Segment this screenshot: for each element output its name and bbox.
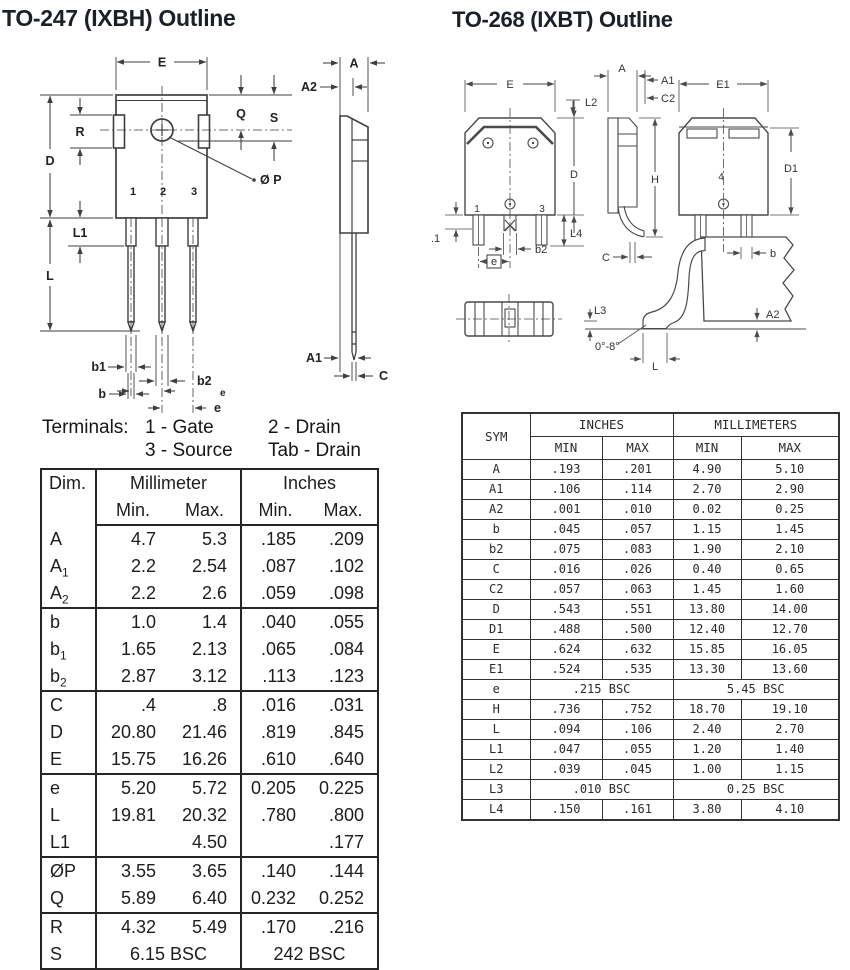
- terminal-1: 1 - Gate: [145, 417, 214, 438]
- in-max-cell: .055: [309, 608, 378, 636]
- dim-cell: D: [41, 719, 96, 746]
- in-max-cell: .106: [602, 720, 673, 740]
- mm-min-cell: 1.65: [120, 639, 156, 659]
- table-row: [462, 620, 839, 640]
- mm-min-cell: 4.7: [130, 529, 156, 549]
- sym-cell: C2: [462, 580, 530, 600]
- in-max-cell: .845: [328, 722, 365, 742]
- dim-label-E: E: [157, 55, 167, 70]
- in-min-cell: .193: [530, 460, 602, 480]
- mm-min-cell: 0.40: [673, 560, 741, 580]
- in-max-cell: .177: [328, 832, 365, 852]
- in-max-cell: .161: [602, 800, 673, 821]
- terminal-2: 2 - Drain: [268, 417, 341, 438]
- table-row: [462, 520, 839, 540]
- table-row: [462, 800, 839, 821]
- dim-label-L2: L2: [585, 97, 598, 109]
- mm-min-cell: 5.20: [96, 774, 169, 802]
- col-header-mm-min-268: MIN: [673, 437, 741, 460]
- mm-min-cell: 2.40: [673, 720, 741, 740]
- in-min-cell: .087: [241, 553, 309, 580]
- dim-label-L-268: L: [651, 361, 659, 373]
- in-max-cell: .209: [328, 529, 365, 549]
- table-row: [462, 480, 839, 500]
- mm-max-cell: 1.15: [741, 760, 839, 780]
- mm-max-cell: 3.12: [191, 666, 228, 686]
- in-max-cell: .752: [602, 700, 673, 720]
- mm-min-cell: 12.40: [673, 620, 741, 640]
- sym-cell: E1: [462, 660, 530, 680]
- col-header-in-min: Min.: [241, 497, 309, 525]
- in-min-cell: .047: [530, 740, 602, 760]
- mm-min-cell: 15.85: [673, 640, 741, 660]
- dim-label-L4: L4: [570, 228, 583, 240]
- sym-cell: L3: [462, 780, 530, 800]
- in-min-cell: 0.232: [241, 885, 309, 913]
- in-max-cell: .216: [309, 913, 378, 941]
- in-span-cell: .010 BSC: [530, 780, 673, 800]
- in-min-cell: .170: [241, 913, 309, 941]
- in-min-cell: .610: [241, 746, 309, 774]
- in-max-cell: .083: [602, 540, 673, 560]
- mm-max-cell: 12.70: [741, 620, 839, 640]
- dim-cell: $A_2$: [41, 580, 96, 608]
- table-row: [462, 680, 839, 700]
- pin1-label-268: 1: [474, 204, 480, 215]
- table-row: [462, 660, 839, 680]
- dim-label-b-268: b: [770, 248, 777, 260]
- table-row: [41, 913, 378, 941]
- dim-label-L1-268: .1: [431, 233, 441, 245]
- to247-front-view: [114, 95, 210, 331]
- mm-min-cell: 2.2: [130, 583, 156, 603]
- sym-cell: C: [462, 560, 530, 580]
- mm-max-cell: 13.60: [741, 660, 839, 680]
- dim-cell: A: [41, 525, 96, 553]
- dim-label-C: C: [379, 369, 389, 383]
- table-row: [462, 460, 839, 480]
- mm-min-cell: 4.90: [673, 460, 741, 480]
- mm-max-cell: 2.6: [201, 583, 228, 603]
- pin3-label-268: 3: [539, 204, 545, 215]
- table-row: [41, 857, 378, 885]
- mm-span-cell: 0.25 BSC: [673, 780, 839, 800]
- table-row: [41, 553, 378, 580]
- mm-max-cell: 1.40: [741, 740, 839, 760]
- mm-span-cell: 6.15 BSC: [129, 944, 208, 964]
- col-header-inches: Inches: [241, 469, 378, 497]
- mm-min-cell: 3.55: [96, 857, 169, 885]
- mm-max-cell: 6.40: [191, 888, 228, 908]
- table-row: [41, 580, 378, 608]
- to268-dimension-table: [461, 412, 840, 821]
- table-row: [41, 719, 378, 746]
- in-min-cell: 0.205: [241, 774, 309, 802]
- table-row: [462, 600, 839, 620]
- in-max-cell: .144: [309, 857, 378, 885]
- sym-cell: e: [462, 680, 530, 700]
- mm-min-cell: 1.45: [673, 580, 741, 600]
- dim-cell: S: [41, 941, 96, 969]
- in-max-cell: 0.225: [309, 774, 378, 802]
- in-max-cell: .045: [602, 760, 673, 780]
- dim-cell: $b_2$: [41, 663, 96, 691]
- in-min-cell: .113: [241, 663, 309, 691]
- dim-cell: Q: [41, 885, 96, 913]
- sym-cell: b: [462, 520, 530, 540]
- to247-dimension-table: [40, 468, 379, 970]
- dim-label-D: D: [45, 154, 55, 168]
- table-row: [41, 663, 378, 691]
- dim-label-L3: L3: [594, 305, 607, 317]
- dim-cell: ØP: [41, 857, 96, 885]
- in-min-cell: .059: [241, 580, 309, 608]
- in-max-cell: .500: [602, 620, 673, 640]
- table-row: [41, 608, 378, 636]
- in-min-cell: .780: [241, 802, 309, 829]
- to247-table-body: [41, 525, 378, 969]
- dim-label-A1: A1: [306, 351, 322, 365]
- dim-label-P: Ø P: [260, 173, 282, 187]
- dim-label-A2-268: A2: [766, 309, 780, 321]
- dim-label-H: H: [651, 174, 659, 186]
- col-header-mm-min: Min.: [96, 497, 169, 525]
- table-row: [462, 740, 839, 760]
- mm-min-cell: 15.75: [110, 749, 156, 769]
- sym-cell: D: [462, 600, 530, 620]
- dim-label-b: b: [98, 387, 106, 401]
- mm-min-cell: 1.15: [673, 520, 741, 540]
- in-min-cell: .524: [530, 660, 602, 680]
- table-row: [41, 746, 378, 774]
- in-min-cell: .185: [241, 525, 309, 553]
- mm-min-cell: 1.20: [673, 740, 741, 760]
- mm-max-cell: 19.10: [741, 700, 839, 720]
- table-row: [41, 691, 378, 719]
- table-row: [462, 560, 839, 580]
- in-max-cell: .010: [602, 500, 673, 520]
- dim-label-R: R: [75, 125, 85, 139]
- mm-min-cell: 3.80: [673, 800, 741, 821]
- mm-min-cell: 1.00: [673, 760, 741, 780]
- dim-cell: e: [41, 774, 96, 802]
- mm-max-cell: 1.4: [169, 608, 241, 636]
- table-row: [41, 525, 378, 553]
- in-min-cell: .045: [530, 520, 602, 540]
- table-row: [462, 720, 839, 740]
- sym-cell: A2: [462, 500, 530, 520]
- mm-max-cell: 16.26: [181, 749, 228, 769]
- mm-min-cell: .4: [96, 691, 169, 719]
- to268-side-view: [608, 118, 644, 237]
- dim-label-S: S: [269, 111, 279, 125]
- mm-max-cell: 1.60: [741, 580, 839, 600]
- col-header-mm-max-268: MAX: [741, 437, 839, 460]
- col-header-in-min-268: MIN: [530, 437, 602, 460]
- in-max-cell: .201: [602, 460, 673, 480]
- mm-max-cell: 21.46: [181, 722, 228, 742]
- mm-max-cell: 0.65: [741, 560, 839, 580]
- mm-max-cell: 16.05: [741, 640, 839, 660]
- sym-cell: A1: [462, 480, 530, 500]
- dim-label-A1-268: A1: [661, 75, 675, 87]
- dim-cell: R: [41, 913, 96, 941]
- page-title-to268: TO-268 (IXBT) Outline: [452, 7, 673, 32]
- dim-label-e2: e: [214, 401, 221, 415]
- table-row: [462, 580, 839, 600]
- dim-label-C2: C2: [661, 93, 676, 105]
- mm-min-cell: 18.70: [673, 700, 741, 720]
- mm-min-cell: 4.32: [96, 913, 169, 941]
- mm-max-cell: 3.65: [169, 857, 241, 885]
- mm-min-cell: 13.80: [673, 600, 741, 620]
- dim-cell: C: [41, 691, 96, 719]
- in-max-cell: .123: [328, 666, 365, 686]
- to268-outline-drawing: [431, 40, 850, 385]
- table-row: [462, 540, 839, 560]
- in-min-cell: .094: [530, 720, 602, 740]
- in-max-cell: .057: [602, 520, 673, 540]
- dim-label-b2: b2: [197, 374, 212, 388]
- dim-label-b1: b1: [91, 360, 106, 374]
- in-span-cell: .215 BSC: [530, 680, 673, 700]
- col-header-in-max: Max.: [309, 497, 378, 525]
- dim-label-b2-268: b2: [535, 244, 548, 256]
- table-row: [41, 941, 378, 969]
- in-min-cell: .065: [241, 636, 309, 663]
- sym-cell: L4: [462, 800, 530, 821]
- mm-min-cell: 20.80: [110, 722, 156, 742]
- col-header-sym: SYM: [462, 413, 530, 460]
- in-max-cell: .632: [602, 640, 673, 660]
- dim-label-A: A: [349, 56, 359, 71]
- dim-label-e-268: e: [490, 256, 498, 268]
- table-row: [41, 802, 378, 829]
- in-min-cell: .057: [530, 580, 602, 600]
- mm-max-cell: 2.10: [741, 540, 839, 560]
- mm-min-cell: 1.90: [673, 540, 741, 560]
- mm-max-cell: 4.50: [191, 832, 228, 852]
- dim-label-L1: L1: [72, 226, 88, 240]
- mm-min-cell: 13.30: [673, 660, 741, 680]
- to247-side-view: [340, 116, 368, 360]
- mm-max-cell: 5.3: [201, 529, 228, 549]
- sym-cell: L1: [462, 740, 530, 760]
- mm-max-cell: 2.70: [741, 720, 839, 740]
- mm-max-cell: 2.90: [741, 480, 839, 500]
- pin1-label: 1: [129, 186, 137, 198]
- mm-max-cell: 5.49: [169, 913, 241, 941]
- mounting-tab-right: [199, 115, 210, 148]
- dim-cell: L: [41, 802, 96, 829]
- table-row: [41, 774, 378, 802]
- dim-label-L: L: [46, 269, 54, 283]
- dim-label-E1: E1: [716, 79, 730, 91]
- mm-max-cell: 14.00: [741, 600, 839, 620]
- mm-max-cell: 20.32: [181, 805, 228, 825]
- in-min-cell: .624: [530, 640, 602, 660]
- in-min-cell: .039: [530, 760, 602, 780]
- in-max-cell: 0.252: [318, 888, 365, 908]
- in-min-cell: .736: [530, 700, 602, 720]
- in-min-cell: .543: [530, 600, 602, 620]
- in-span-cell: 242 BSC: [241, 941, 378, 969]
- in-max-cell: .114: [602, 480, 673, 500]
- table-row: [462, 760, 839, 780]
- mm-max-cell: .8: [169, 691, 241, 719]
- in-max-cell: .551: [602, 600, 673, 620]
- dim-label-A-268: A: [618, 63, 626, 75]
- in-max-cell: .102: [328, 556, 365, 576]
- mm-min-cell: 0.02: [673, 500, 741, 520]
- sym-cell: b2: [462, 540, 530, 560]
- in-min-cell: .488: [530, 620, 602, 640]
- dimension-lines: [50, 62, 385, 408]
- page-title-to247: TO-247 (IXBH) Outline: [2, 5, 236, 31]
- in-max-cell: .098: [328, 583, 365, 603]
- dim-cell: $A_1$: [41, 553, 96, 580]
- sym-cell: A: [462, 460, 530, 480]
- table-row: [462, 700, 839, 720]
- sym-cell: H: [462, 700, 530, 720]
- in-max-cell: .800: [328, 805, 365, 825]
- in-min-cell: .075: [530, 540, 602, 560]
- table-row: [41, 829, 378, 857]
- dim-label-E-268: E: [506, 79, 514, 91]
- sym-cell: E: [462, 640, 530, 660]
- mm-min-cell: 5.89: [120, 888, 156, 908]
- mm-max-cell: 4.10: [741, 800, 839, 821]
- col-header-millimeters-268: MILLIMETERS: [673, 413, 839, 437]
- dim-label-C-268: C: [602, 252, 610, 264]
- in-min-cell: .016: [241, 691, 309, 719]
- pin2-label: 2: [159, 186, 167, 198]
- mm-max-cell: 5.72: [169, 774, 241, 802]
- in-max-cell: .535: [602, 660, 673, 680]
- in-min-cell: .001: [530, 500, 602, 520]
- mm-min-cell: 2.87: [120, 666, 156, 686]
- dim-cell: b: [41, 608, 96, 636]
- dim-label-angle: 0°-8°: [595, 341, 620, 353]
- mm-min-cell: 2.70: [673, 480, 741, 500]
- in-min-cell: .819: [241, 719, 309, 746]
- mm-max-cell: 2.13: [191, 639, 228, 659]
- in-max-cell: .084: [328, 639, 365, 659]
- dim-cell: E: [41, 746, 96, 774]
- mm-max-cell: 2.54: [191, 556, 228, 576]
- to247-outline-drawing: [0, 40, 430, 414]
- mm-min-cell: 1.0: [96, 608, 169, 636]
- table-row: [41, 636, 378, 663]
- in-min-cell: .106: [530, 480, 602, 500]
- in-min-cell: .016: [530, 560, 602, 580]
- dim-label-D1: D1: [783, 163, 799, 175]
- mounting-tab-left: [114, 115, 125, 148]
- col-header-inches-268: INCHES: [530, 413, 673, 437]
- mm-min-cell: 19.81: [110, 805, 156, 825]
- col-header-dim: Dim.: [41, 469, 96, 525]
- in-max-cell: .640: [328, 749, 365, 769]
- mm-max-cell: 0.25: [741, 500, 839, 520]
- table-row: [462, 780, 839, 800]
- in-max-cell: .031: [309, 691, 378, 719]
- pad4-label: 4: [718, 172, 724, 183]
- dim-label-Q: Q: [236, 107, 246, 121]
- sym-cell: D1: [462, 620, 530, 640]
- col-header-millimeter: Millimeter: [130, 473, 208, 493]
- col-header-in-max-268: MAX: [602, 437, 673, 460]
- in-max-cell: .026: [602, 560, 673, 580]
- col-header-mm-max: Max.: [169, 497, 241, 525]
- dim-label-A2: A2: [301, 80, 317, 94]
- mm-min-cell: [96, 829, 169, 857]
- leader-dot: [252, 178, 256, 182]
- in-min-cell: .140: [241, 857, 309, 885]
- sym-cell: L2: [462, 760, 530, 780]
- pin3-label: 3: [190, 186, 198, 198]
- terminals-legend: [42, 416, 361, 462]
- terminal-3: 3 - Source: [145, 440, 233, 461]
- in-min-cell: .040: [241, 608, 309, 636]
- table-row: [41, 885, 378, 913]
- mm-max-cell: 1.45: [741, 520, 839, 540]
- sym-cell: L: [462, 720, 530, 740]
- mm-min-cell: 2.2: [130, 556, 156, 576]
- in-max-cell: .063: [602, 580, 673, 600]
- dim-label-e1: e: [220, 388, 226, 399]
- dim-cell: L1: [41, 829, 96, 857]
- in-min-cell: [241, 829, 309, 857]
- terminals-heading: Terminals:: [42, 417, 129, 438]
- mm-span-cell: 5.45 BSC: [673, 680, 839, 700]
- in-min-cell: .150: [530, 800, 602, 821]
- dim-cell: $b_1$: [41, 636, 96, 663]
- to268-table-body: [462, 460, 839, 821]
- in-max-cell: .055: [602, 740, 673, 760]
- mm-max-cell: 5.10: [741, 460, 839, 480]
- table-row: [462, 500, 839, 520]
- dim-label-D-268: D: [570, 169, 578, 181]
- table-row: [462, 640, 839, 660]
- terminal-tab: Tab - Drain: [268, 440, 361, 461]
